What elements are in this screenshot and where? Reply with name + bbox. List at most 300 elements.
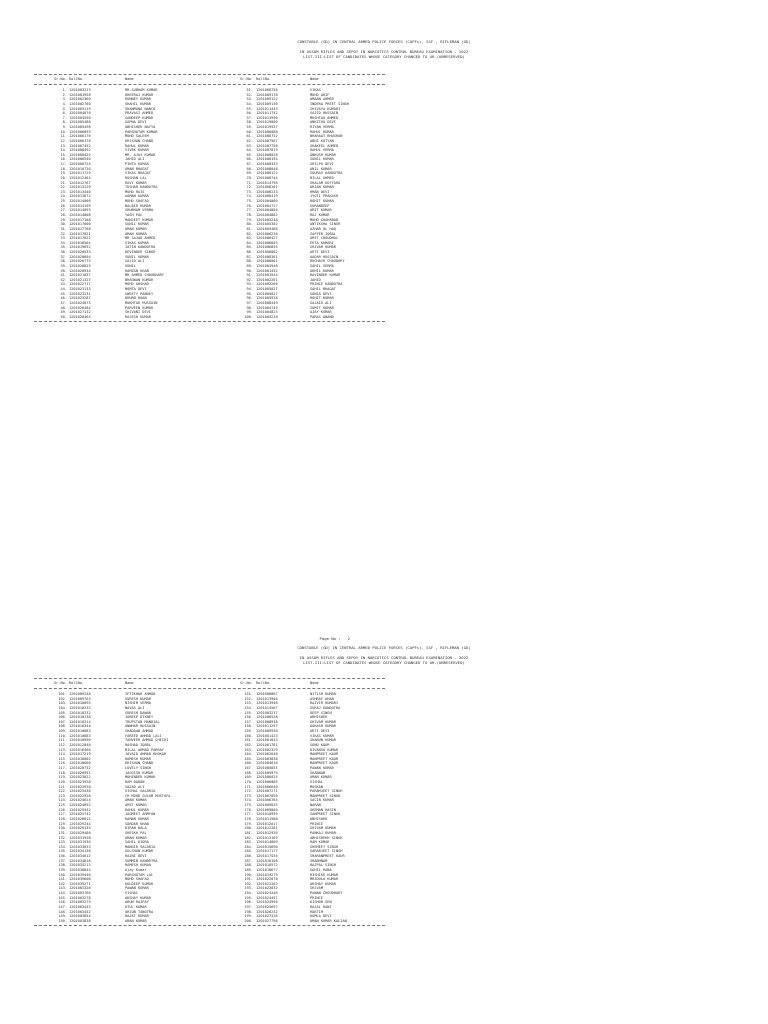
cell-name: HMAN DEVI [310,189,330,194]
cell-name: KIRAN BALA [125,826,147,831]
cell-sr-no: 27. [60,208,67,213]
cell-sr-no: 63. [246,143,253,148]
cell-sr-no: 83. [246,236,253,241]
cell-name: ABHISHEK [310,817,328,821]
column-header-name: Name [310,681,319,685]
cell-sr-no: 167. [244,766,253,771]
cell-roll-no: 1201005851 [256,766,278,771]
cell-sr-no: 146. [58,900,67,905]
cell-name: VISHAL [310,779,323,784]
cell-sr-no: 100. [244,314,253,319]
cell-roll-no: 1201005302 [256,222,278,227]
document-title-line-3: LIST-III:LIST OF CANDIDATES WHOSE CATEGORY CHANGED TO UR-(UNRESERVED) [303,660,465,665]
cell-sr-no: 156. [244,715,253,720]
cell-roll-no: 1201007819 [256,148,278,153]
cell-roll-no: 1201005827 [256,291,278,296]
cell-name: SONU KAUR [310,742,330,747]
cell-roll-no: 1201019537 [256,125,278,130]
cell-roll-no: 1201014809 [256,840,278,845]
cell-name: JAHID ALI [125,157,145,162]
cell-sr-no: 94. [246,287,253,292]
cell-roll-no: 1201005498 [69,125,91,130]
cell-roll-no: 1201013129 [69,185,91,190]
cell-sr-no: 142. [58,881,67,886]
cell-name: SURESH KUMAR [125,696,151,701]
cell-sr-no: 120. [58,779,67,784]
cell-sr-no: 71. [246,180,253,185]
cell-name: MOHINDER KUMAR [125,775,156,780]
cell-name: MANGIR SALARIA [125,844,156,849]
cell-name: SURANDEEP [310,203,330,208]
cell-name: MOHD ARIF [310,92,330,97]
cell-sr-no: 196. [244,900,253,905]
cell-roll-no: 1201020533 [69,250,91,255]
cell-roll-no: 1201005975 [256,770,278,775]
cell-roll-no: 1201015890 [256,844,278,849]
cell-name: DIVANSH KUMAR [310,747,339,752]
cell-roll-no: 1201003854 [69,914,91,919]
cell-sr-no: 3. [62,97,67,102]
column-header-sr-no: Sr.No. [240,681,253,685]
cell-sr-no: 12. [60,138,67,143]
cell-roll-no: 1201005027 [256,287,278,292]
cell-name: SURESH DAWAR [125,710,151,715]
cell-roll-no: 1201006236 [256,231,278,236]
cell-roll-no: 1201014199 [69,203,91,208]
cell-name: RAMAN KUMAR [125,817,149,821]
cell-roll-no: 1201008333 [256,162,278,167]
cell-name: VIVEK KUMAR [125,148,149,153]
column-header-roll-no: RollNo. [256,681,272,685]
cell-sr-no: 158. [244,724,253,729]
cell-name: AMAN KUMAR KALIAN [310,918,347,923]
cell-roll-no: 1201008744 [256,175,278,180]
cell-roll-no: 1201012767 [69,180,91,185]
cell-sr-no: 10. [60,129,67,134]
cell-roll-no: 1201008419 [256,194,278,199]
cell-roll-no: 1201033033 [69,844,91,849]
cell-sr-no: 57. [246,115,253,120]
cell-name: ZAFFER IQBAL [310,231,336,236]
cell-roll-no: 1201034612 [69,854,91,859]
cell-name: PANKAJ KUMAR [310,830,336,835]
cell-roll-no: 1201031936 [69,840,91,845]
cell-roll-no: 1201018572 [256,863,278,868]
cell-name: SUNIL [125,263,136,268]
cell-name: RAJAL RANI [310,904,332,909]
cell-roll-no: 1201028012 [69,817,91,821]
cell-roll-no: 1201023928 [69,779,91,784]
cell-sr-no: 133. [58,840,67,845]
cell-name: JYOTI PRAKASH [310,194,339,199]
cell-name: PRINCE KANDOTRA [310,282,343,287]
cell-name: SWEETY PANDEY [125,291,154,296]
cell-sr-no: 168. [244,770,253,775]
cell-roll-no: 1201016466 [69,747,91,752]
cell-sr-no: 77. [246,208,253,213]
cell-roll-no: 1201024497 [256,895,278,900]
cell-sr-no: 21. [60,180,67,185]
cell-sr-no: 55. [246,106,253,111]
cell-roll-no: 1201002266 [256,282,278,287]
cell-roll-no: 1201003213 [69,88,91,92]
cell-name: RAVINDER KUMAR [310,273,341,278]
cell-sr-no: 32. [60,231,67,236]
cell-name: ASHRAF KHAN [310,696,334,701]
cell-name: DEEP SINGH [310,710,332,715]
table-row [0,919,768,923]
cell-roll-no: 1201017821 [69,231,91,236]
cell-sr-no: 31. [60,226,67,231]
cell-name: RAKTIM [310,909,323,914]
cell-sr-no: 70. [246,175,253,180]
cell-name: MOHD SHAFAQ [125,199,149,204]
cell-sr-no: 108. [58,724,67,729]
cell-sr-no: 82. [246,231,253,236]
cell-sr-no: 17. [60,162,67,167]
cell-sr-no: 59. [246,125,253,130]
cell-sr-no: 52. [246,92,253,97]
cell-sr-no: 144. [58,891,67,896]
cell-roll-no: 1201013189 [256,835,278,840]
cell-roll-no: 1201008048 [256,166,278,171]
cell-name: SAHIL VERMA [310,263,334,268]
cell-roll-no: 1201023920 [69,784,91,789]
cell-sr-no: 134. [58,844,67,849]
cell-roll-no: 1201003237 [256,710,278,715]
cell-roll-no: 1201006088 [256,129,278,134]
cell-name: AMAN KUMAR [310,775,332,780]
cell-roll-no: 1201013948 [256,701,278,706]
cell-name: ANKITHA DEVI [310,120,336,125]
cell-name: RAMESH KUMAR [125,863,151,868]
cell-name: RAM KUMAR [310,840,330,845]
cell-roll-no: 1201001781 [256,742,278,747]
cell-sr-no: 65. [246,152,253,157]
cell-roll-no: 1201017600 [69,222,91,227]
cell-sr-no: 137. [58,858,67,863]
cell-sr-no: 141. [58,877,67,882]
cell-name: SACIN KUMAR [310,798,334,803]
cell-sr-no: 16. [60,157,67,162]
column-header-roll-no: RollNo. [69,681,85,685]
cell-sr-no: 135. [58,849,67,854]
cell-sr-no: 136. [58,854,67,859]
cell-roll-no: 1201008449 [256,300,278,305]
cell-name: SUNIL KUMAR [310,157,334,162]
cell-sr-no: 1. [62,88,67,92]
cell-name: PARAMJEET SINGH [310,789,343,794]
cell-roll-no: 1201005228 [256,314,278,319]
cell-name: RASHAD IQBAL [125,742,151,747]
cell-name: SHIVAYA KUMARI [310,106,341,111]
cell-sr-no: 87. [246,254,253,259]
cell-sr-no: 118. [58,770,67,775]
cell-sr-no: 148. [58,909,67,914]
cell-name: PAWAN KUMAR [125,886,149,891]
cell-roll-no: 1201009860 [256,807,278,812]
cell-roll-no: 1201010232 [69,710,91,715]
cell-sr-no: 40. [60,268,67,273]
cell-roll-no: 1201002760 [69,101,91,106]
cell-name: ANKUSH KUMAR [310,152,336,157]
cell-sr-no: 24. [60,194,67,199]
cell-sr-no: 84. [246,240,253,245]
cell-name: PARAS ANAND [310,314,334,319]
cell-roll-no: 1201010138 [69,715,91,720]
cell-sr-no: 46. [60,296,67,301]
header-rule-top [34,678,385,679]
cell-sr-no: 2. [62,92,67,97]
cell-sr-no: 81. [246,226,253,231]
cell-roll-no: 1201002261 [256,277,278,282]
cell-name: SAJID ALI [125,259,145,264]
cell-roll-no: 1201025742 [69,812,91,817]
cell-roll-no: 1201008028 [256,152,278,157]
cell-roll-no: 1201009178 [256,92,278,97]
cell-roll-no: 1201005488 [69,120,91,125]
cell-sr-no: 44. [60,287,67,292]
cell-roll-no: 1201010990 [69,738,91,743]
cell-roll-no: 1201017188 [69,217,91,222]
cell-roll-no: 1201003838 [69,918,91,923]
cell-name: PAWAN CHOUDHARY [310,891,343,896]
cell-name: AMAN KUMAR [125,798,147,803]
cell-roll-no: 1201039446 [69,872,91,877]
cell-roll-no: 1201006752 [256,134,278,139]
cell-name: KRISHAN CHAND [125,761,154,766]
cell-name: PINTU KUMAR [125,162,149,167]
cell-name: AAMAN KUMAR [125,194,149,199]
cell-sr-no: 18. [60,166,67,171]
cell-roll-no: 1201008724 [69,162,91,167]
cell-roll-no: 1201008528 [256,715,278,720]
cell-roll-no: 1201006178 [69,138,91,143]
cell-name: TRUPSTAN MANDIAL [125,719,160,724]
cell-roll-no: 1201018660 [69,761,91,766]
cell-sr-no: 101. [58,692,67,696]
cell-roll-no: 1201006093 [69,129,91,134]
header-rule-bottom [34,688,385,689]
cell-name: ROHIT KUMAR [310,199,334,204]
cell-sr-no: 90. [246,268,253,273]
cell-roll-no: 1201018677 [256,867,278,872]
cell-name: DHEERAJ KUMAR [125,92,154,97]
cell-roll-no: 1201007567 [256,138,278,143]
cell-sr-no: 172. [244,789,253,794]
cell-name: RAMZAN KHAN [125,268,149,273]
cell-roll-no: 1201005248 [256,217,278,222]
cell-sr-no: 130. [58,826,67,831]
cell-name: NAVAS ALI [125,705,145,710]
cell-sr-no: 125. [58,803,67,808]
cell-name: AZHAR UL HAQ [310,226,336,231]
cell-sr-no: 107. [58,719,67,724]
column-header-sr-no: Sr.No. [240,77,253,81]
cell-roll-no: 1201004550 [69,115,91,120]
cell-name: SUNIL KUMAR [125,222,149,227]
cell-name: MOHD SHAFAQ [125,877,149,882]
cell-roll-no: 1201008425 [69,152,91,157]
cell-roll-no: 1201008161 [256,185,278,190]
cell-name: AMAN KUMAR [125,835,147,840]
cell-name: SAJAID ALI [310,300,332,305]
cell-name: JAGGISH KUMAR [125,770,154,775]
cell-sr-no: 35. [60,245,67,250]
cell-roll-no: 1201002648 [256,752,278,757]
cell-name: VIKAS [310,88,321,92]
cell-sr-no: 33. [60,236,67,241]
cell-name: GULSHAN KUMAR [125,849,154,854]
cell-sr-no: 160. [244,733,253,738]
cell-name: Ajay Kumar [125,867,147,872]
cell-name: NITISH KUMAR [310,692,336,696]
cell-name: JATIN KANDOTRA [125,245,156,250]
cell-sr-no: 26. [60,203,67,208]
cell-name: MUKHTAR HUSSAIN [125,300,158,305]
cell-sr-no: 11. [60,134,67,139]
cell-roll-no: 1201008540 [69,157,91,162]
cell-name: ANIL KUMAR [310,166,332,171]
cell-roll-no: 1201038844 [69,867,91,872]
cell-name: AKHIL KUMAR [310,268,334,273]
cell-sr-no: 62. [246,138,253,143]
cell-sr-no: 20. [60,175,67,180]
cell-roll-no: 1201003279 [69,900,91,905]
cell-name: SOURAV KANDOTRA [310,171,343,176]
cell-roll-no: 1201007850 [256,793,278,798]
document-title-line-1: CONSTABLE (GD) IN CENTRAL ARMED POLICE FORCES (CAPFs), SSF , RIFLEMAN (GD) [297,39,471,44]
document-title-line-2: IN ASSAM RIFLES AND SEPOY IN NARCOTICS CONTROL BUREAU EXAMINATION - 2022 [299,655,469,660]
cell-sr-no: 68. [246,166,253,171]
cell-sr-no: 114. [58,752,67,757]
cell-sr-no: 110. [58,733,67,738]
cell-name: VIKAS KUMAR [310,733,334,738]
cell-roll-no: 1201006233 [256,189,278,194]
cell-name: AKSHAY KUMAR [310,881,336,886]
cell-sr-no: 19. [60,171,67,176]
cell-name: BHARAAT BHUSHAN [310,134,343,139]
cell-sr-no: 124. [58,798,67,803]
cell-roll-no: 1201002329 [256,747,278,752]
cell-sr-no: 95. [246,291,253,296]
cell-name: SUMMIN KANDOTRA [125,858,158,863]
cell-sr-no: 103. [58,701,67,706]
cell-roll-no: 1201004948 [256,263,278,268]
cell-sr-no: 56. [246,111,253,116]
cell-sr-no: 23. [60,189,67,194]
column-header-name: Name [310,77,319,81]
cell-roll-no: 1201014567 [256,705,278,710]
cell-name: AJAY KUMAR [310,310,332,315]
cell-sr-no: 106. [58,715,67,720]
cell-name: SHIVAM KUMAR [310,245,336,250]
cell-roll-no: 1201017219 [69,752,91,757]
cell-roll-no: 1201006427 [256,236,278,241]
cell-sr-no: 151. [244,692,253,696]
cell-sr-no: 54. [246,101,253,106]
cell-name: RAJVIR KUMARI [310,701,339,706]
cell-sr-no: 188. [244,863,253,868]
cell-roll-no: 1201006025 [256,775,278,780]
cell-name: ROSHAN LAL [125,175,147,180]
cell-roll-no: 1201001452 [256,268,278,273]
cell-sr-no: 6. [62,111,67,116]
cell-name: ATUL KUMAR [125,904,147,909]
page-number: Page No : 2 [319,636,350,641]
cell-name: MANJEET KUMAR [125,217,154,222]
cell-roll-no: 1201003119 [69,106,91,111]
cell-sr-no: 127. [58,812,67,817]
cell-roll-no: 1201005928 [256,296,278,301]
cell-sr-no: 170. [244,779,253,784]
cell-roll-no: 1201004060 [256,199,278,204]
cell-sr-no: 75. [246,199,253,204]
cell-roll-no: 1201010883 [69,729,91,734]
cell-sr-no: 195. [244,895,253,900]
cell-sr-no: 178. [244,817,253,821]
cell-sr-no: 161. [244,738,253,743]
cell-roll-no: 1201010344 [69,724,91,729]
cell-name: ARTI DEVI [310,250,330,255]
cell-name: AMAN KUMAR [125,231,147,236]
cell-roll-no: 1201020732 [69,766,91,771]
cell-roll-no: 1201019279 [256,872,278,877]
cell-sr-no: 185. [244,849,253,854]
cell-roll-no: 1201012281 [256,826,278,831]
cell-roll-no: 1201022717 [69,282,91,287]
header-rule-bottom [34,84,385,85]
cell-roll-no: 1201027796 [256,918,278,923]
cell-name: BALBIR KUMAR [125,203,151,208]
cell-sr-no: 145. [58,895,67,900]
cell-name: SHARANPREET KAUR [310,854,345,859]
cell-name: DEVINDER SINGH [125,250,156,255]
cell-sr-no: 199. [244,914,253,919]
cell-name: BHAGWAN KUMAR [125,277,154,282]
cell-sr-no: 119. [58,775,67,780]
cell-sr-no: 92. [246,277,253,282]
cell-name: RAHUL KUMAR [125,807,149,812]
cell-roll-no: 1201018108 [256,858,278,863]
cell-roll-no: 1201013872 [69,194,91,199]
cell-sr-no: 169. [244,775,253,780]
cell-roll-no: 1201001944 [256,273,278,278]
cell-roll-no: 1201018002 [69,756,91,761]
cell-name: TANVEER AHMAD CHECHI [125,738,169,743]
cell-sr-no: 80. [246,222,253,227]
cell-sr-no: 143. [58,886,67,891]
cell-name: RAMESH KUMAR [125,756,151,761]
cell-sr-no: 38. [60,259,67,264]
cell-roll-no: 1201010883 [69,733,91,738]
cell-name: AAKASH KUMAR [310,724,336,729]
cell-roll-no: 1201008194 [256,157,278,162]
cell-roll-no: 1201023133 [69,287,91,292]
cell-name: MOHD SALEEM [125,134,149,139]
cell-sr-no: 98. [246,305,253,310]
cell-sr-no: 116. [58,761,67,766]
column-header-name: Name [125,77,134,81]
cell-name: SONIA DEVI [310,291,332,296]
cell-roll-no: 1201011729 [69,171,91,176]
cell-roll-no: 1201009035 [256,803,278,808]
column-header-sr-no: Sr.No. [54,77,67,81]
cell-sr-no: 73. [246,189,253,194]
cell-sr-no: 102. [58,696,67,701]
cell-name: AMAN KUMAR [125,226,147,231]
cell-sr-no: 159. [244,729,253,734]
